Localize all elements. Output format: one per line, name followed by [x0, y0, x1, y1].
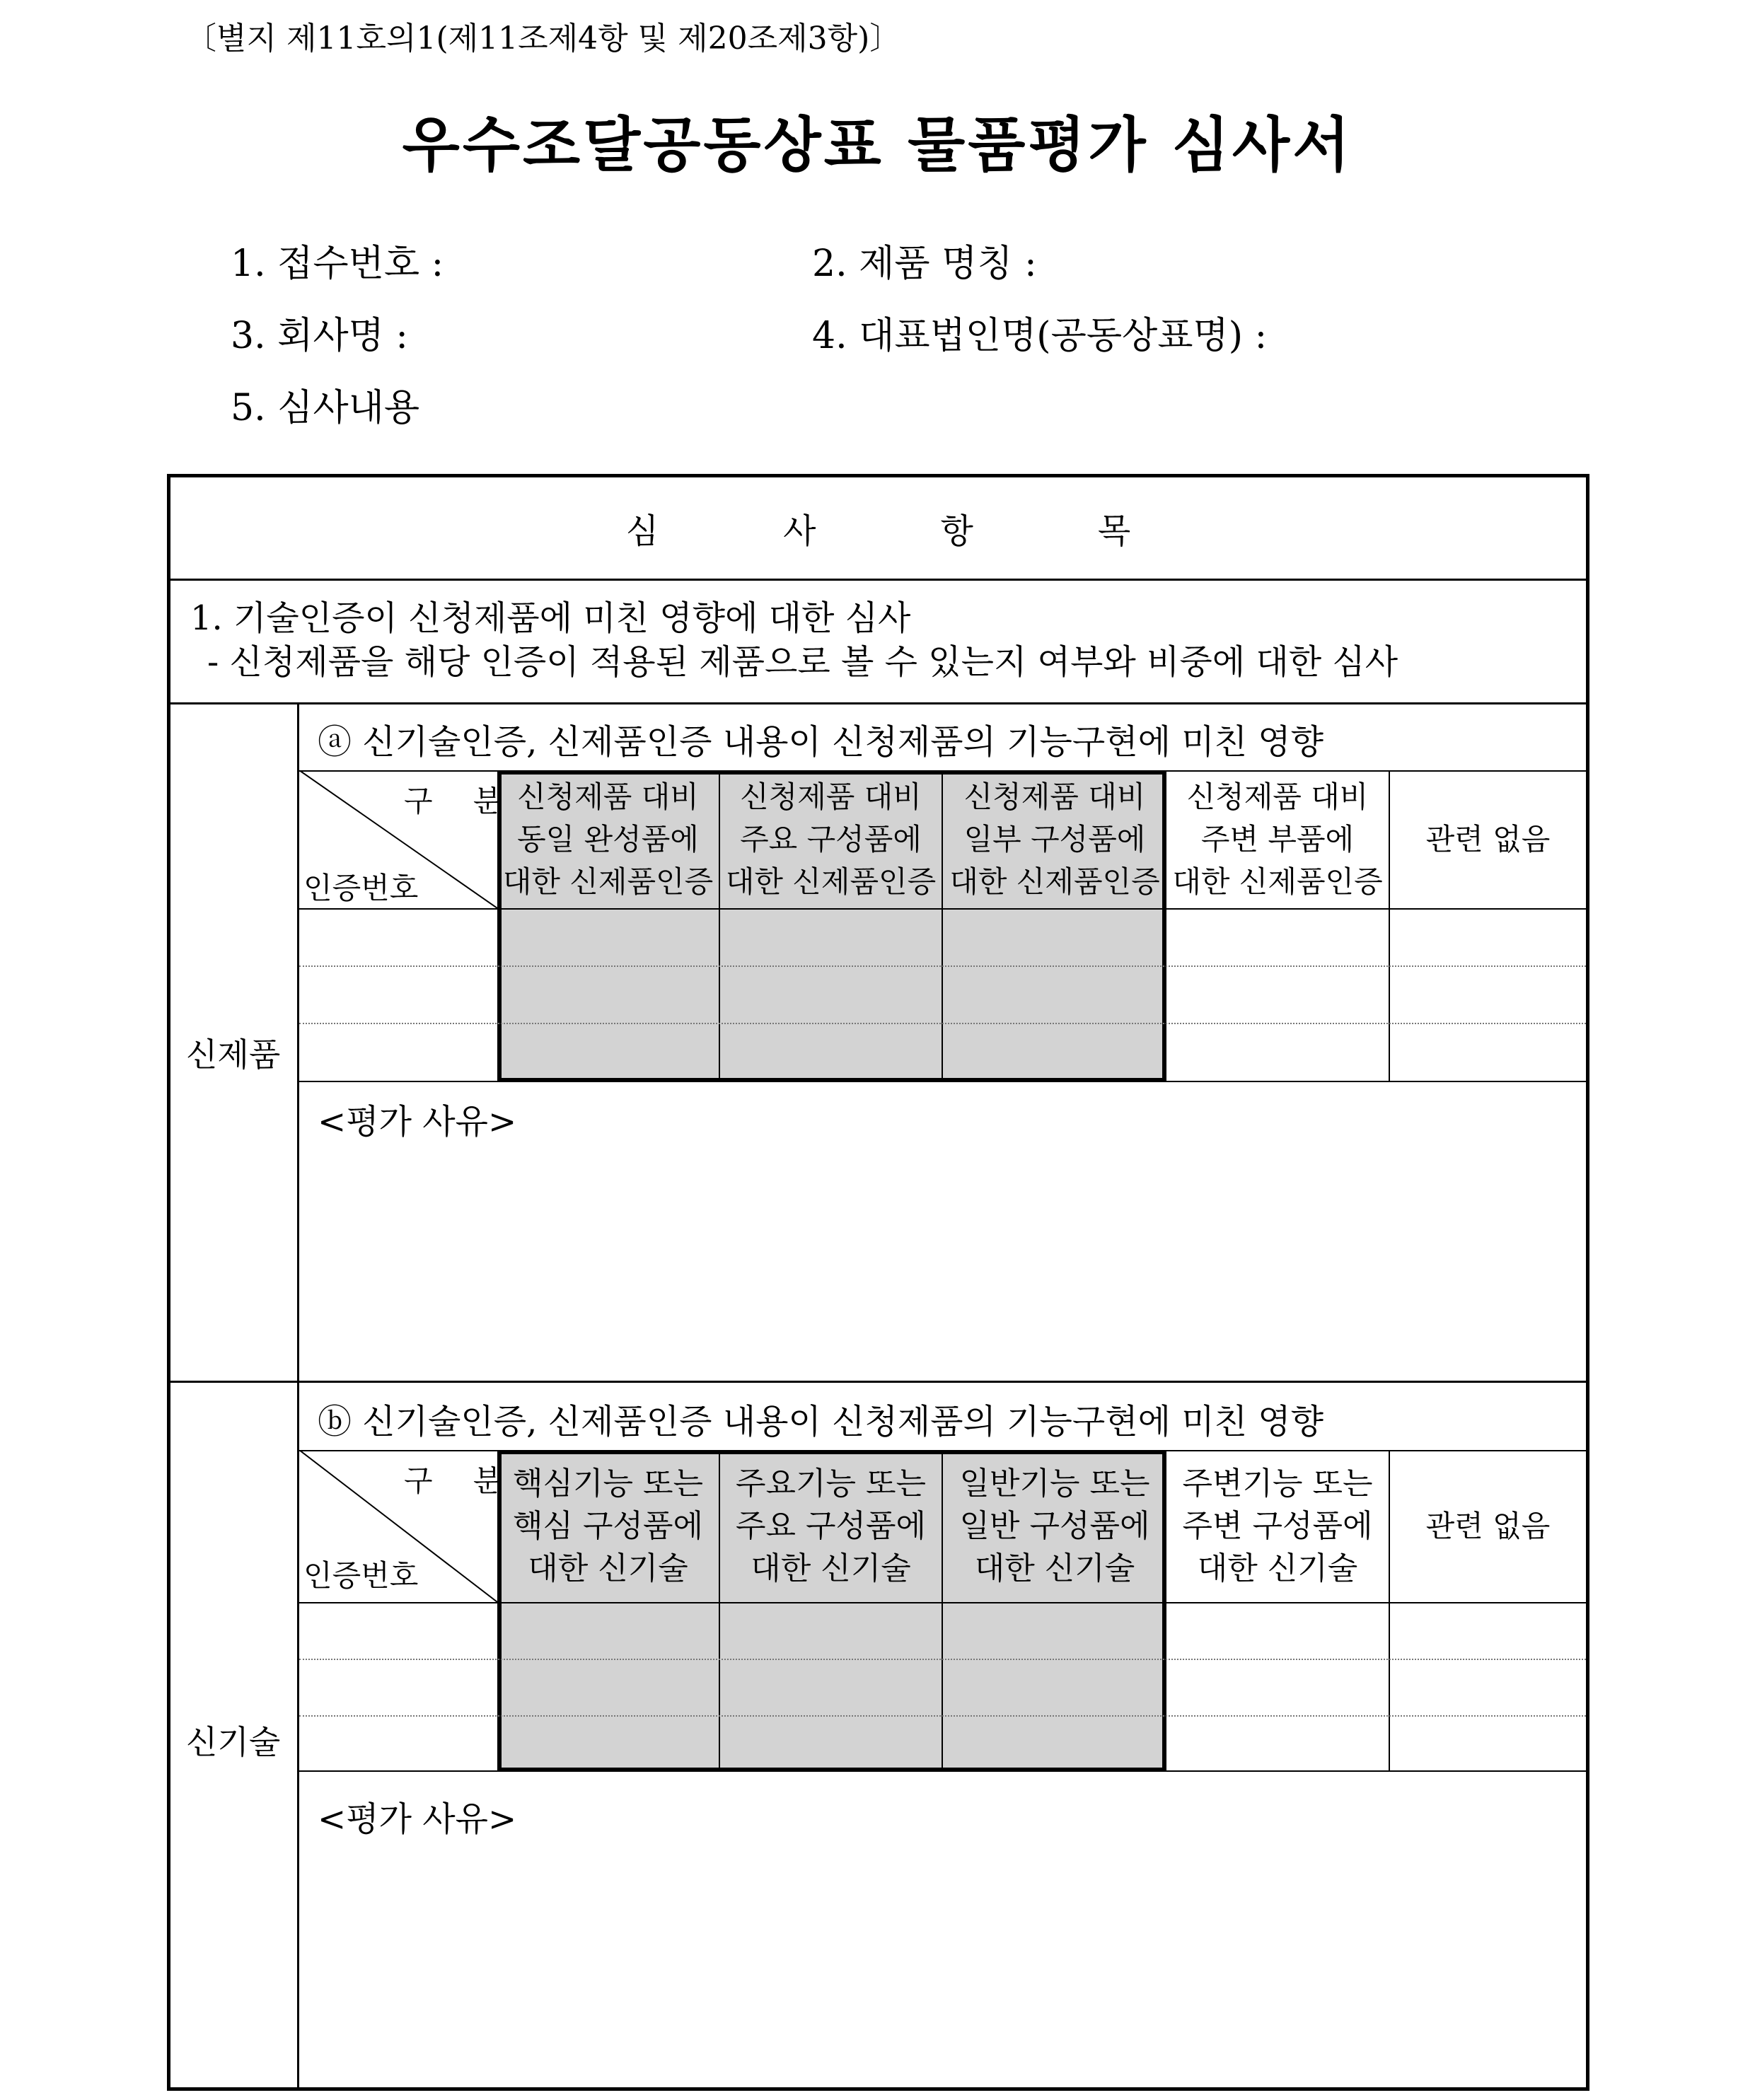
column-header-line: 주변 부품에 [1200, 821, 1355, 857]
divider [299, 1381, 1586, 1383]
table-header [170, 477, 1586, 579]
column-header [497, 1450, 719, 1602]
divider [299, 1081, 1586, 1082]
section-1 [190, 596, 1398, 684]
column-header-line: 주요 구성품에 [735, 1507, 926, 1544]
column-header-line: 대한 신제품인증 [1172, 864, 1383, 899]
header-char: 목 [1097, 511, 1131, 551]
corner-label-category: 구 분 [404, 1463, 518, 1498]
column-header-line: 일반 구성품에 [959, 1507, 1150, 1544]
column-header-line: 주변 구성품에 [1182, 1507, 1373, 1544]
column-header [1166, 770, 1389, 908]
evaluation-reason-label: <평가 사유> [318, 1102, 517, 1142]
column-header [1390, 1450, 1586, 1602]
section-1-subtitle: - 신청제품을 해당 인증이 적용된 제품으로 볼 수 있는지 여부와 비중에 대한 심사 [207, 642, 1398, 682]
header-char: 사 [783, 511, 816, 551]
divider [170, 1381, 299, 1383]
header-char: 심 [625, 511, 659, 551]
column-header [1390, 770, 1586, 908]
column-header-line: 일부 구성품에 [963, 821, 1146, 857]
column-header-line: 대한 신기술 [1197, 1550, 1358, 1586]
column-header-line: 신청제품 대비 [517, 779, 699, 814]
column-header-line: 신청제품 대비 [963, 779, 1146, 814]
column-header-line: 동일 완성품에 [517, 821, 699, 857]
evaluation-reason-label: <평가 사유> [318, 1799, 517, 1839]
column-header-line: 대한 신기술 [751, 1550, 911, 1586]
column-header-line: 핵심 구성품에 [512, 1507, 703, 1544]
divider [299, 908, 1586, 910]
field-product-name: 2. 제품 명칭 : [812, 243, 1037, 285]
divider [170, 702, 1586, 704]
document-title: 우수조달공동상표 물품평가 심사서 [402, 110, 1353, 180]
dotted-divider [299, 1659, 1586, 1660]
field-review-content: 5. 심사내용 [231, 387, 420, 429]
field-company-name: 3. 회사명 : [231, 315, 408, 357]
column-header [720, 770, 942, 908]
column-header [943, 770, 1166, 908]
column-header-line: 일반기능 또는 [959, 1465, 1150, 1502]
column-header [1166, 1450, 1389, 1602]
column-header [943, 1450, 1166, 1602]
header-char: 항 [940, 511, 973, 551]
column-header-line: 신청제품 대비 [740, 779, 922, 814]
corner-label-cert-number: 인증번호 [303, 1558, 419, 1593]
column-header-line: 신청제품 대비 [1186, 779, 1369, 814]
field-receipt-number: 1. 접수번호 : [231, 243, 444, 285]
column-header-line: 대한 신제품인증 [725, 864, 937, 899]
divider [299, 1770, 1586, 1772]
dotted-divider [299, 1023, 1586, 1024]
column-header-line: 주변기능 또는 [1182, 1465, 1373, 1502]
column-header-line: 대한 신제품인증 [949, 864, 1160, 899]
field-representative-corp: 4. 대표법인명(공동상표명) : [812, 315, 1268, 357]
subhead-b: ⓑ 신기술인증, 신제품인증 내용이 신청제품의 기능구현에 미친 영향 [318, 1402, 1324, 1441]
column-header [497, 770, 719, 908]
review-table [167, 474, 1589, 2091]
column-header-line: 주요기능 또는 [735, 1465, 926, 1502]
row-label-new-product: 신제품 [186, 1036, 281, 1074]
column-header [720, 1450, 942, 1602]
row-label-new-tech: 신기술 [186, 1723, 281, 1761]
column-header-line: 관련 없음 [1425, 1508, 1551, 1543]
divider [297, 702, 299, 2087]
divider [299, 1602, 1586, 1603]
subhead-a: ⓐ 신기술인증, 신제품인증 내용이 신청제품의 기능구현에 미친 영향 [318, 722, 1324, 762]
divider [170, 579, 1586, 581]
dotted-divider [299, 965, 1586, 967]
column-header-line: 대한 신기술 [528, 1550, 688, 1586]
column-header-line: 관련 없음 [1425, 821, 1551, 857]
corner-label-category: 구 분 [404, 784, 518, 818]
corner-label-cert-number: 인증번호 [303, 871, 419, 905]
column-header-line: 주요 구성품에 [740, 821, 922, 857]
column-header-line: 핵심기능 또는 [512, 1465, 703, 1502]
dotted-divider [299, 1715, 1586, 1717]
column-header-line: 대한 신제품인증 [502, 864, 714, 899]
section-1-title: 1. 기술인증이 신청제품에 미친 영향에 대한 심사 [190, 598, 911, 638]
column-header-line: 대한 신기술 [974, 1550, 1135, 1586]
form-reference-note: 〔별지 제11호의1(제11조제4항 및 제20조제3항)〕 [185, 21, 901, 57]
